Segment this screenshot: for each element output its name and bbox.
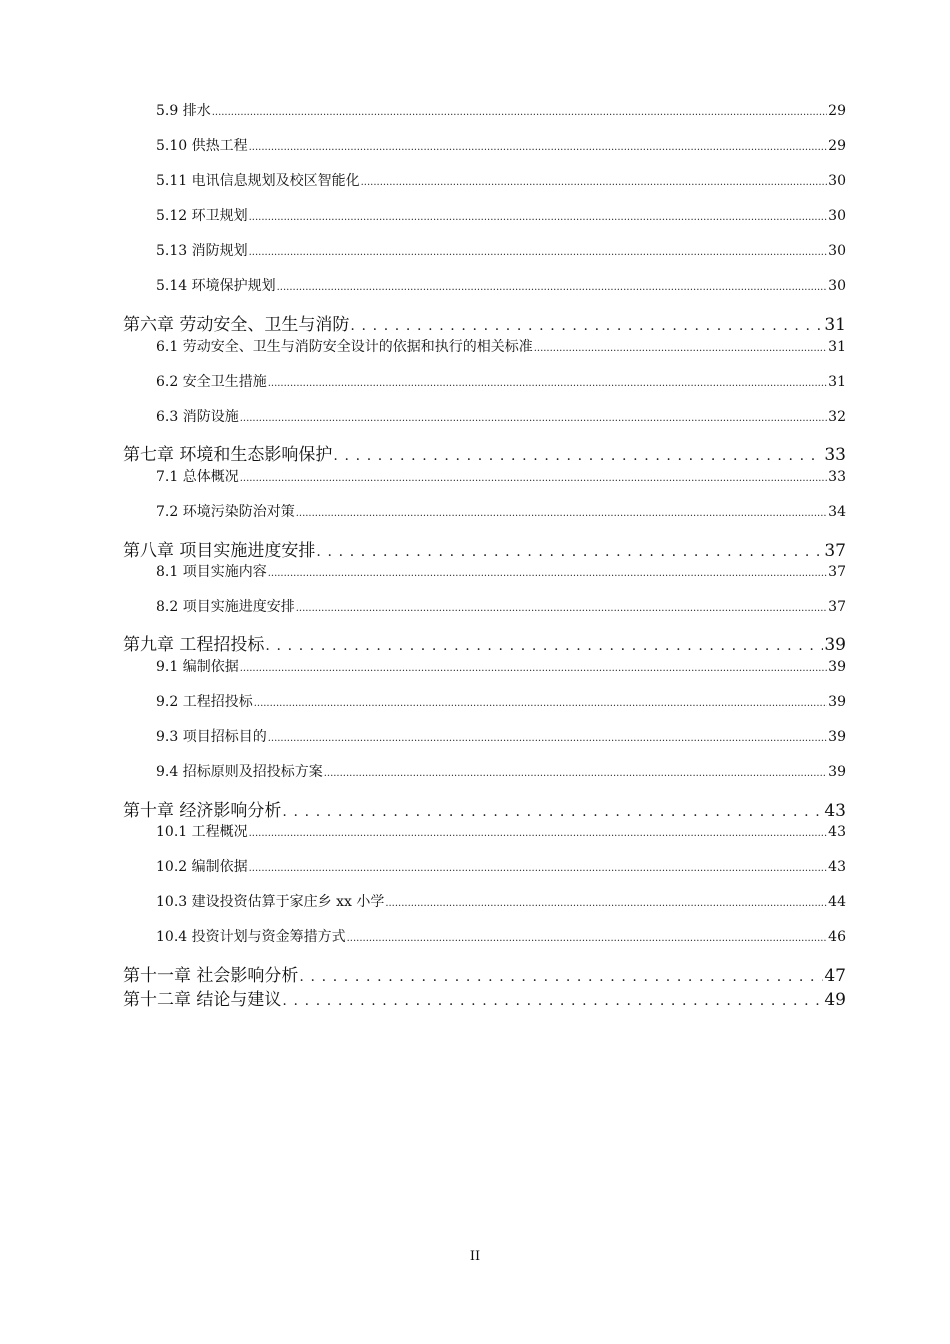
toc-entry-page: 29 (828, 103, 846, 119)
toc-entry[interactable] (156, 205, 846, 225)
toc-chapter-page: 37 (824, 541, 846, 561)
toc-entry-page: 31 (828, 339, 846, 355)
toc-entry[interactable] (156, 891, 846, 911)
toc-entry-label: 6.2 安全卫生措施 (156, 374, 267, 390)
toc-entry[interactable] (156, 656, 846, 676)
toc-entry-label: 9.3 项目招标目的 (156, 729, 267, 745)
toc-chapter-label: 第六章 劳动安全、卫生与消防 (123, 315, 350, 335)
dot-leader (240, 409, 827, 425)
dot-leader (299, 966, 823, 986)
toc-entry-page: 43 (828, 824, 846, 840)
toc-entry-label: 6.1 劳动安全、卫生与消防安全设计的依据和执行的相关标准 (156, 339, 533, 355)
dot-leader (249, 824, 828, 840)
toc-chapter-label: 第七章 环境和生态影响保护 (123, 445, 333, 465)
toc-chapter-entry[interactable] (123, 985, 846, 1010)
toc-chapter-page: 43 (824, 801, 846, 821)
toc-chapter-label: 第十一章 社会影响分析 (123, 966, 299, 986)
page-number: II (469, 1249, 481, 1264)
toc-entry-page: 30 (828, 208, 846, 224)
toc-chapter-page: 39 (824, 635, 846, 655)
toc-chapter-label: 第九章 工程招投标 (123, 635, 265, 655)
toc-entry[interactable] (156, 596, 846, 616)
dot-leader (212, 103, 827, 119)
toc-entry[interactable] (156, 691, 846, 711)
dot-leader (324, 764, 827, 780)
toc-chapter-label: 第八章 项目实施进度安排 (123, 541, 316, 561)
dot-leader (296, 504, 827, 520)
toc-entry[interactable] (156, 336, 846, 356)
toc-entry-label: 5.12 环卫规划 (156, 208, 248, 224)
toc-entry-label: 9.4 招标原则及招投标方案 (156, 764, 323, 780)
toc-entry-page: 37 (828, 564, 846, 580)
toc-entry[interactable] (156, 856, 846, 876)
toc-entry[interactable] (156, 240, 846, 260)
toc-entry-label: 9.2 工程招投标 (156, 694, 253, 710)
dot-leader (350, 315, 823, 335)
toc-chapter-entry[interactable] (123, 630, 846, 655)
toc-chapter-label: 第十二章 结论与建议 (123, 990, 282, 1010)
toc-entry[interactable] (156, 170, 846, 190)
toc-entry-label: 5.14 环境保护规划 (156, 278, 276, 294)
toc-entry[interactable] (156, 821, 846, 841)
toc-entry[interactable] (156, 100, 846, 120)
toc-chapter-page: 49 (824, 990, 846, 1010)
toc-entry-page: 33 (828, 469, 846, 485)
toc-chapter-page: 31 (824, 315, 846, 335)
toc-entry[interactable] (156, 561, 846, 581)
toc-entry-page: 30 (828, 243, 846, 259)
toc-entry[interactable] (156, 275, 846, 295)
dot-leader (249, 208, 828, 224)
dot-leader (347, 929, 828, 945)
dot-leader (249, 859, 828, 875)
toc-chapter-entry[interactable] (123, 310, 846, 335)
toc-entry-label: 10.2 编制依据 (156, 859, 248, 875)
toc-chapter-label: 第十章 经济影响分析 (123, 801, 282, 821)
toc-chapter-entry[interactable] (123, 796, 846, 821)
dot-leader (240, 469, 827, 485)
toc-entry-page: 29 (828, 138, 846, 154)
toc-entry-page: 44 (828, 894, 846, 910)
dot-leader (296, 599, 827, 615)
toc-entry-label: 7.1 总体概况 (156, 469, 239, 485)
toc-entry-label: 9.1 编制依据 (156, 659, 239, 675)
toc-entry-page: 43 (828, 859, 846, 875)
dot-leader (249, 243, 828, 259)
toc-entry-label: 6.3 消防设施 (156, 409, 239, 425)
toc-entry-page: 30 (828, 278, 846, 294)
toc-entry-page: 39 (828, 694, 846, 710)
toc-chapter-entry[interactable] (123, 961, 846, 986)
toc-entry-label: 5.11 电讯信息规划及校区智能化 (156, 173, 360, 189)
toc-entry-page: 46 (828, 929, 846, 945)
toc-entry-page: 39 (828, 764, 846, 780)
dot-leader (277, 278, 828, 294)
toc-entry-page: 30 (828, 173, 846, 189)
toc-entry-label: 5.13 消防规划 (156, 243, 248, 259)
toc-entry[interactable] (156, 501, 846, 521)
dot-leader (268, 564, 827, 580)
dot-leader (316, 541, 823, 561)
toc-chapter-page: 33 (824, 445, 846, 465)
toc-entry-label: 10.4 投资计划与资金筹措方式 (156, 929, 346, 945)
toc-entry-label: 8.1 项目实施内容 (156, 564, 267, 580)
dot-leader (249, 138, 828, 154)
toc-entry-label: 5.9 排水 (156, 103, 211, 119)
dot-leader (254, 694, 827, 710)
toc-chapter-entry[interactable] (123, 440, 846, 465)
toc-entry-label: 5.10 供热工程 (156, 138, 248, 154)
toc-entry-page: 39 (828, 729, 846, 745)
dot-leader (361, 173, 828, 189)
dot-leader (268, 729, 827, 745)
dot-leader (534, 339, 827, 355)
dot-leader (282, 990, 823, 1010)
toc-entry[interactable] (156, 466, 846, 486)
dot-leader (385, 894, 827, 910)
toc-entry[interactable] (156, 406, 846, 426)
toc-entry[interactable] (156, 926, 846, 946)
toc-chapter-page: 47 (824, 966, 846, 986)
dot-leader (240, 659, 827, 675)
toc-entry-label: 8.2 项目实施进度安排 (156, 599, 295, 615)
toc-entry-label: 10.1 工程概况 (156, 824, 248, 840)
toc-entry-label: 7.2 环境污染防治对策 (156, 504, 295, 520)
toc-entry-page: 31 (828, 374, 846, 390)
toc-entry-label: 10.3 建设投资估算于家庄乡 xx 小学 (156, 894, 385, 910)
toc-entry[interactable] (156, 371, 846, 391)
dot-leader (282, 801, 823, 821)
toc-entry-page: 39 (828, 659, 846, 675)
toc-entry-page: 34 (828, 504, 846, 520)
toc-entry[interactable] (156, 135, 846, 155)
dot-leader (265, 635, 823, 655)
toc-entry[interactable] (156, 726, 846, 746)
toc-entry-page: 32 (828, 409, 846, 425)
toc-entry-page: 37 (828, 599, 846, 615)
dot-leader (268, 374, 827, 390)
toc-entry[interactable] (156, 761, 846, 781)
dot-leader (333, 445, 823, 465)
toc-chapter-entry[interactable] (123, 536, 846, 561)
